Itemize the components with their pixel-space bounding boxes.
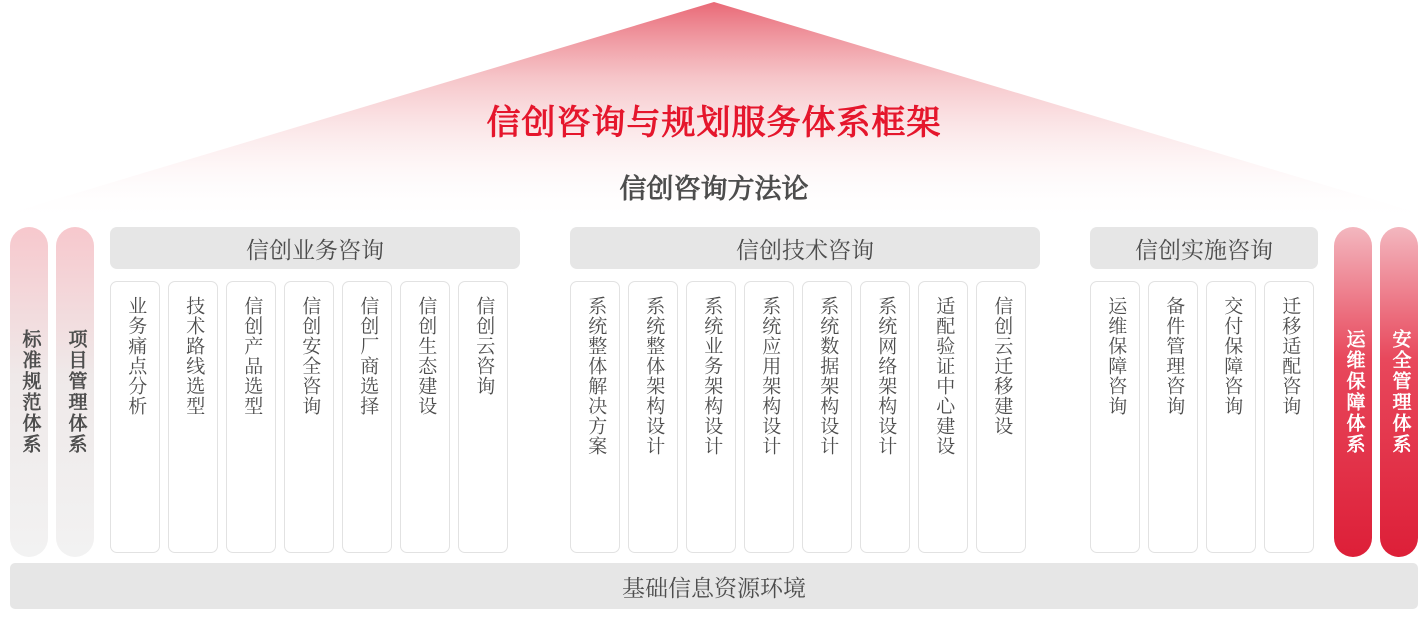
- consulting-groups: [102, 227, 1326, 557]
- list-item[interactable]: [400, 281, 450, 553]
- foundation-label: 基础信息资源环境: [622, 574, 806, 601]
- list-item[interactable]: [168, 281, 218, 553]
- pillar-operations-support: [1334, 227, 1372, 557]
- group-item-list: [570, 281, 1040, 553]
- list-item[interactable]: [628, 281, 678, 553]
- list-item[interactable]: [110, 281, 160, 553]
- list-item[interactable]: [342, 281, 392, 553]
- framework-body: [10, 227, 1418, 557]
- pillar-standards: [10, 227, 48, 557]
- item-label: 信创厂商选择: [357, 296, 379, 416]
- group-technology-consulting: [570, 227, 1040, 553]
- page-title: 信创咨询与规划服务体系框架: [486, 104, 942, 142]
- item-label: 备件管理咨询: [1163, 296, 1185, 416]
- item-label: 信创云咨询: [473, 296, 495, 396]
- item-label: 信创云迁移建设: [991, 296, 1013, 436]
- item-label: 适配验证中心建设: [933, 296, 955, 456]
- pillar-project-management: [56, 227, 94, 557]
- foundation-bar: [10, 563, 1418, 609]
- item-label: 信创安全咨询: [299, 296, 321, 416]
- list-item[interactable]: [860, 281, 910, 553]
- item-label: 技术路线选型: [183, 296, 205, 416]
- group-item-list: [1090, 281, 1318, 553]
- item-label: 系统数据架构设计: [817, 296, 839, 456]
- pillar-label: 运维保障体系: [1343, 329, 1365, 455]
- item-label: 交付保障咨询: [1221, 296, 1243, 416]
- pillar-security-management: [1380, 227, 1418, 557]
- item-label: 系统应用架构设计: [759, 296, 781, 456]
- item-label: 系统整体解决方案: [585, 296, 607, 456]
- pillar-label: 安全管理体系: [1389, 329, 1411, 455]
- list-item[interactable]: [918, 281, 968, 553]
- item-label: 系统网络架构设计: [875, 296, 897, 456]
- item-label: 业务痛点分析: [125, 296, 147, 416]
- list-item[interactable]: [458, 281, 508, 553]
- list-item[interactable]: [1090, 281, 1140, 553]
- item-label: 迁移适配咨询: [1279, 296, 1301, 416]
- list-item[interactable]: [686, 281, 736, 553]
- item-label: 系统整体架构设计: [643, 296, 665, 456]
- item-label: 信创产品选型: [241, 296, 263, 416]
- list-item[interactable]: [226, 281, 276, 553]
- list-item[interactable]: [1206, 281, 1256, 553]
- group-implementation-consulting: [1090, 227, 1318, 553]
- pillar-label: 标准规范体系: [19, 329, 41, 455]
- group-item-list: [110, 281, 520, 553]
- list-item[interactable]: [570, 281, 620, 553]
- item-label: 运维保障咨询: [1105, 296, 1127, 416]
- list-item[interactable]: [976, 281, 1026, 553]
- methodology-title: 信创咨询方法论: [619, 174, 809, 204]
- item-label: 信创生态建设: [415, 296, 437, 416]
- group-header: 信创业务咨询: [110, 227, 520, 269]
- list-item[interactable]: [1148, 281, 1198, 553]
- item-label: 系统业务架构设计: [701, 296, 723, 456]
- group-header: 信创实施咨询: [1090, 227, 1318, 269]
- list-item[interactable]: [284, 281, 334, 553]
- group-business-consulting: [110, 227, 520, 553]
- list-item[interactable]: [1264, 281, 1314, 553]
- list-item[interactable]: [802, 281, 852, 553]
- list-item[interactable]: [744, 281, 794, 553]
- group-header: 信创技术咨询: [570, 227, 1040, 269]
- pillar-label: 项目管理体系: [65, 329, 87, 455]
